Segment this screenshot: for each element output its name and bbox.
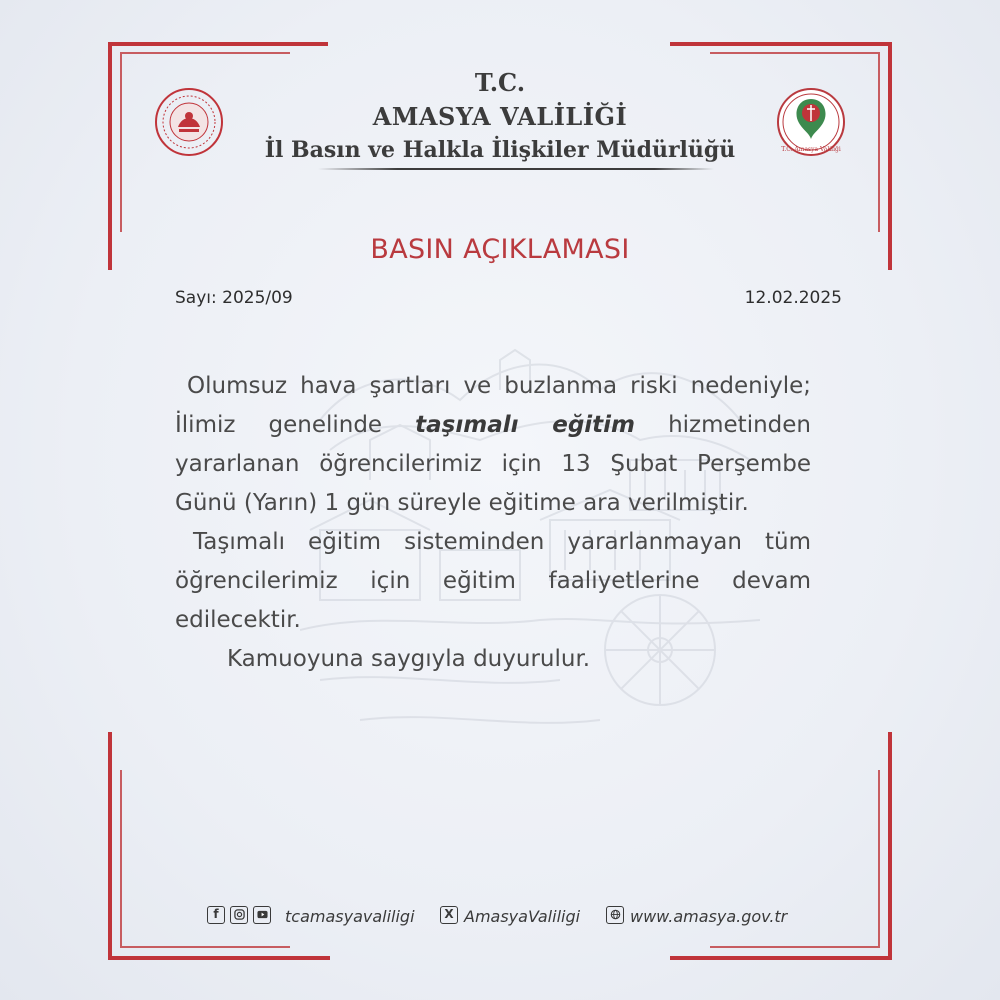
header-department: İl Basın ve Halkla İlişkiler Müdürlüğü — [264, 137, 736, 163]
frame-bottom-right-inner-horizontal — [710, 946, 880, 948]
header-underline — [318, 168, 714, 170]
frame-top-right-inner-horizontal — [710, 52, 880, 54]
x-handle-link[interactable]: AmasyaValiligi — [464, 907, 581, 926]
frame-bottom-left-horizontal — [108, 956, 330, 960]
header-governorship: AMASYA VALİLİĞİ — [372, 102, 628, 131]
paragraph-1-rest: hizmetinden yararlanan öğrencilerimiz için 13 Şubat Perşembe Günü (Yarın) 1 gün süreyle eğitime ara verilmiştir. — [175, 412, 811, 516]
website-link[interactable]: www.amasya.gov.tr — [630, 907, 788, 926]
paragraph-3: Kamuoyuna saygıyla duyurulur. — [227, 646, 591, 672]
press-release-title: BASIN AÇIKLAMASI — [370, 234, 630, 265]
announcement-body — [175, 367, 811, 679]
frame-bottom-right-horizontal — [670, 956, 892, 960]
document-number: Sayı: 2025/09 — [175, 288, 293, 308]
frame-top-right-horizontal — [670, 42, 892, 46]
document-date: 12.02.2025 — [744, 288, 842, 308]
globe-icon[interactable] — [606, 906, 624, 924]
paragraph-1 — [175, 367, 811, 523]
frame-top-right-inner-vertical — [878, 52, 880, 232]
facebook-icon[interactable]: f — [207, 906, 225, 924]
right-logo-ring-text: T.C. Amasya Valiliği — [781, 146, 841, 153]
x-twitter-icon[interactable]: X — [440, 906, 458, 924]
footer-contact-bar — [0, 904, 1000, 930]
emphasis-transported-education: taşımalı eğitim — [415, 412, 636, 438]
frame-bottom-left-inner-horizontal — [120, 946, 290, 948]
header-tc: T.C. — [474, 68, 526, 97]
youtube-icon[interactable] — [253, 906, 271, 924]
frame-top-left-horizontal — [108, 42, 328, 46]
instagram-icon[interactable] — [230, 906, 248, 924]
frame-top-left-inner-horizontal — [120, 52, 290, 54]
social-handle-link[interactable]: tcamasyavaliligi — [285, 907, 415, 926]
frame-top-left-inner-vertical — [120, 52, 122, 232]
paragraph-2: Taşımalı eğitim sisteminden yararlanmayan tüm öğrencilerimiz için eğitim faaliyetlerine devam edilecektir. — [175, 529, 811, 633]
paragraph-1-intro: Olumsuz hava şartları ve buzlanma riski nedeniyle; İlimiz genelinde — [175, 373, 811, 438]
